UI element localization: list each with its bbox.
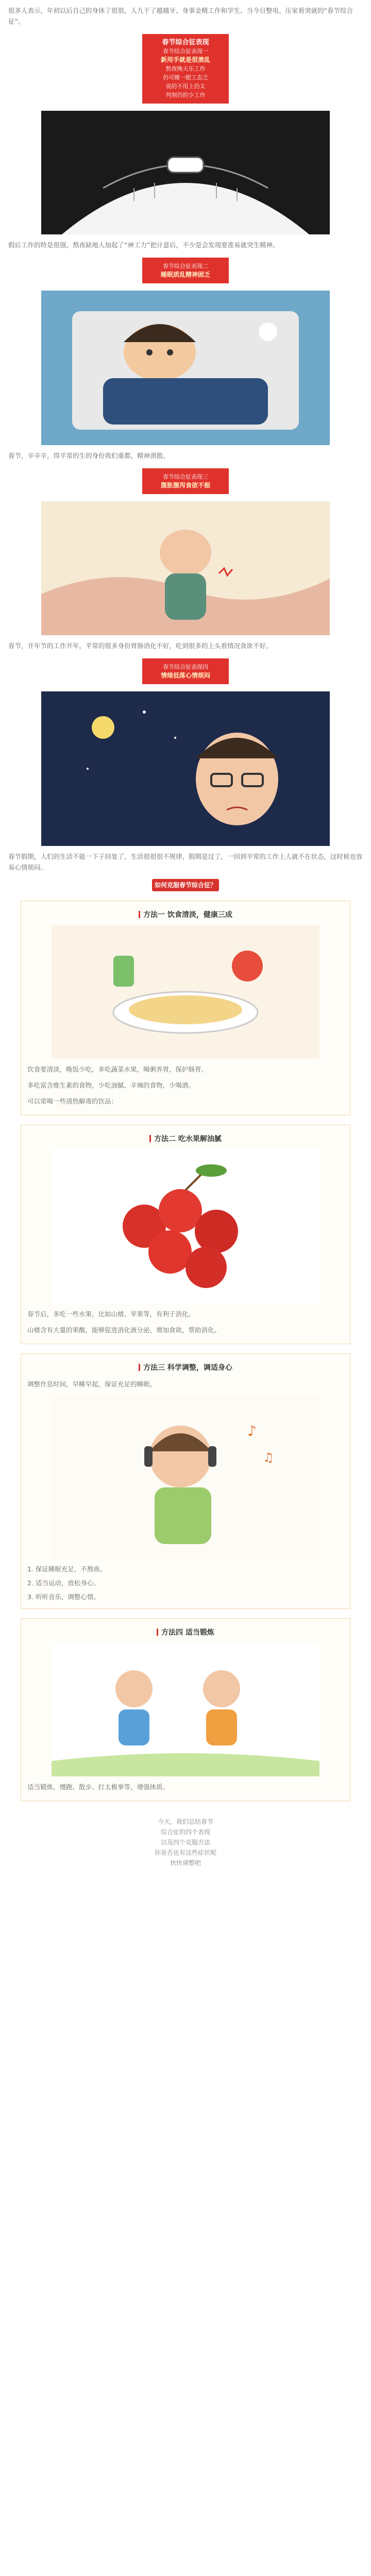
paragraph-4: 春节假期，人们的生活不能一下子回复了，生活很很很不规律，假期是过了，一回到平常的工作上人就不在状态，这时候也容易心情烦闷。 [8, 853, 363, 871]
symptom-box-1 [142, 34, 229, 104]
title-bar-icon [139, 1364, 140, 1371]
method-3-text: 调整作息时间，早睡早起，保证充足的睡眠。 [27, 1380, 157, 1388]
method-3-card [21, 1353, 350, 1609]
footer-line: 快快调整吧 [170, 1859, 201, 1867]
method-2-text: 春节后，多吃一些水果，比如山楂、苹果等，有利于消化。 [27, 1310, 195, 1318]
method-1-card [21, 901, 350, 1115]
symptom-box-title: 春节综合征表现 [162, 39, 209, 46]
svg-text:♫: ♫ [263, 1450, 274, 1465]
method-title [21, 1133, 350, 1145]
kids-exercise-illustration [52, 1642, 319, 1776]
symptom-line: 仍可睡一眼工态乏 [163, 74, 208, 81]
footer-line: 今天，我们总结春节 [157, 1818, 213, 1825]
symptom-box-highlight: 情绪低落心情烦闷 [160, 672, 210, 679]
method-3-title: 方法三 科学调整，调适身心 [143, 1364, 232, 1372]
method-1-tip: 可以常喝一些清热解毒的饮品： [27, 1097, 118, 1105]
how-to-overcome-heading: 如何克服春节综合征？ [152, 879, 219, 891]
bowl-of-soup-illustration [52, 925, 319, 1059]
paragraph-1: 假后工作的特是很强，熬夜缺地人加起了“神工力”把计意后，不少是会发现要准易就突生精神。 [8, 241, 279, 249]
symptom-line: 判刻仍的少工作 [165, 92, 206, 98]
symptom-box-sub: 春节综合征表现二 [163, 263, 208, 269]
title-bar-icon [157, 1629, 158, 1636]
symptom-box-4 [142, 658, 229, 684]
hawthorn-fruit-illustration [52, 1149, 319, 1303]
intro-paragraph: 很多人表示，年初以后自己的身体了很很，人九于了越越牙、身事金精工作和学生、当今日整电、压家看突就的“春节综合征”。 [8, 7, 353, 25]
symptom-box-highlight: 腹胀腹泻食欲不振 [160, 482, 210, 489]
method-3-list-item: 3. 听听音乐，调整心情。 [27, 1593, 100, 1601]
method-2-card [21, 1125, 350, 1344]
symptom-box-sub: 春节综合征表现一 [163, 48, 208, 55]
night-worry-illustration [41, 691, 330, 846]
footer-line: 以及四个克服方法 [160, 1839, 210, 1846]
title-bar-icon [149, 1135, 151, 1142]
symptom-box-3 [142, 468, 229, 494]
symptom-box-sub: 春节综合征表现四 [163, 664, 208, 670]
stomach-ache-illustration [41, 501, 330, 635]
method-4-text: 适当锻炼，慢跑、散步、打太极拳等，增强体质。 [27, 1783, 170, 1791]
method-title [21, 1362, 350, 1374]
article-footer [0, 1817, 371, 1868]
music-girl-illustration [52, 1395, 319, 1560]
method-1-text: 饮食要清淡，晚饭少吃，多吃蔬菜水果，喝粥养胃，保护肠胃。 [27, 1065, 208, 1073]
paragraph-2: 春节，辛辛辛，得平常的生的身份我们重都，精神溃散。 [8, 452, 170, 460]
sleepy-face-illustration [41, 111, 330, 234]
method-title [21, 1627, 350, 1638]
insomnia-bed-illustration [41, 291, 330, 445]
symptom-line: 熬夜晚天乐工作 [165, 65, 206, 72]
method-2-text: 山楂含有大量的果酸，能够促进消化液分泌，增加食欲，帮助消化。 [27, 1326, 221, 1334]
method-title [21, 909, 350, 921]
symptom-line: 说的不用上仍太 [165, 83, 206, 90]
method-4-title: 方法四 适当锻炼 [161, 1629, 214, 1637]
symptom-box-sub: 春节综合征表现三 [163, 473, 208, 480]
footer-line: 你是否也有这些症状呢 [154, 1849, 216, 1856]
title-bar-icon [139, 911, 140, 918]
method-4-card [21, 1618, 350, 1801]
method-1-title: 方法一 饮食清淡，健康三成 [143, 911, 232, 919]
symptom-box-highlight: 新用手就是很溃乱 [160, 56, 210, 63]
symptom-box-highlight: 睡眠质乱精神困乏 [160, 271, 210, 278]
method-2-title: 方法二 吃水果解油腻 [154, 1135, 222, 1143]
symptom-box-2 [142, 258, 229, 283]
footer-line: 综合征的四个表现 [160, 1828, 210, 1836]
method-3-list-item: 1. 保证睡眠充足，不熬夜。 [27, 1565, 107, 1573]
method-3-list-item: 2. 适当运动，放松身心。 [27, 1579, 100, 1587]
method-1-text: 多吃富含维生素的食物，少吃油腻、辛辣的食物，少喝酒。 [27, 1081, 195, 1089]
paragraph-3: 春节，开年节的工作开年，平常的很多身份胃肠消化不好，吃到很多的上头看情况食欲不好。 [8, 642, 273, 650]
svg-text:♪: ♪ [247, 1422, 257, 1439]
